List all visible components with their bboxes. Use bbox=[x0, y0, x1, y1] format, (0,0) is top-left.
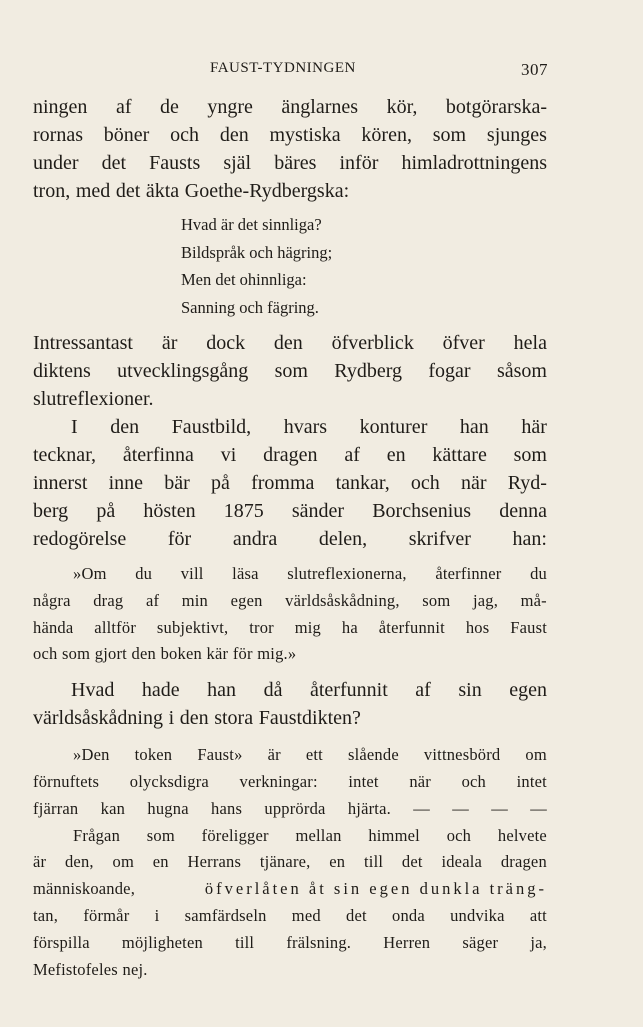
text-line bbox=[33, 641, 547, 668]
word: mig.» bbox=[257, 644, 297, 664]
running-title: FAUST-TYDNINGEN bbox=[210, 60, 356, 76]
text-line bbox=[33, 676, 547, 704]
word: — bbox=[452, 798, 469, 818]
paragraph-3 bbox=[33, 413, 547, 553]
word: för bbox=[167, 528, 192, 550]
word: Ryd- bbox=[507, 472, 547, 494]
word: drag bbox=[93, 590, 124, 610]
word: egen bbox=[509, 679, 547, 702]
word: Herren bbox=[383, 932, 431, 952]
word: när bbox=[461, 472, 487, 494]
text-line bbox=[33, 930, 547, 957]
word: ja, bbox=[530, 932, 547, 952]
text-line bbox=[33, 957, 547, 984]
word: då bbox=[263, 679, 283, 702]
word: yngre bbox=[207, 96, 253, 118]
word: hugna bbox=[147, 798, 189, 818]
word: om bbox=[525, 745, 547, 765]
word: några bbox=[33, 590, 71, 610]
text-line bbox=[33, 525, 547, 553]
word: tror bbox=[249, 617, 274, 637]
text-line bbox=[33, 588, 547, 615]
word: — bbox=[491, 798, 508, 818]
word: kören, bbox=[361, 124, 412, 146]
word: äkta bbox=[145, 180, 180, 202]
word: hos bbox=[465, 617, 490, 637]
word: mig bbox=[294, 617, 322, 637]
word: det bbox=[101, 152, 127, 174]
word: och bbox=[410, 472, 440, 494]
word: hända bbox=[33, 617, 74, 637]
word: om bbox=[112, 852, 134, 872]
word: andra bbox=[232, 528, 278, 550]
word: ha bbox=[341, 617, 358, 637]
paragraph-2 bbox=[33, 329, 547, 413]
word: möjligheten bbox=[121, 932, 203, 952]
text-line bbox=[33, 615, 547, 642]
word: tankar, bbox=[335, 472, 390, 494]
poem-line: Men det ohinnliga: bbox=[181, 270, 307, 289]
text-line bbox=[33, 796, 547, 823]
word: när bbox=[409, 771, 431, 791]
word: mellan bbox=[295, 825, 342, 845]
word: token bbox=[134, 745, 173, 765]
word: det bbox=[346, 905, 367, 925]
poem-line: Sanning och fägring. bbox=[181, 297, 319, 317]
word: hade bbox=[141, 679, 180, 702]
word: som bbox=[432, 124, 467, 146]
word: på bbox=[210, 472, 230, 494]
text-line bbox=[33, 742, 547, 769]
text-line bbox=[33, 385, 547, 413]
word: vi bbox=[220, 444, 237, 466]
text-line bbox=[33, 876, 547, 903]
page-body bbox=[33, 93, 547, 983]
word: änglarnes bbox=[281, 96, 359, 118]
word: är bbox=[33, 852, 47, 872]
word: Faust bbox=[510, 617, 547, 637]
word: hela bbox=[513, 332, 547, 354]
word: som bbox=[274, 360, 308, 382]
word: kör, bbox=[386, 96, 418, 118]
word: tecknar, bbox=[33, 444, 97, 466]
word: onda bbox=[392, 905, 425, 925]
text-line bbox=[33, 413, 547, 441]
word: inför bbox=[339, 152, 379, 174]
word: att bbox=[529, 905, 547, 925]
word: i bbox=[168, 707, 175, 730]
word: som bbox=[422, 590, 451, 610]
word: olycksdigra bbox=[129, 771, 209, 791]
quote-3 bbox=[33, 823, 547, 984]
word: är bbox=[267, 745, 281, 765]
word: inne bbox=[108, 472, 144, 494]
page-header bbox=[210, 60, 548, 82]
word: konturer bbox=[359, 416, 428, 438]
word: af bbox=[344, 444, 360, 466]
word: hjärta. bbox=[347, 798, 391, 818]
word: han bbox=[459, 416, 489, 438]
word: subjektivt, bbox=[156, 617, 229, 637]
text-line bbox=[33, 849, 547, 876]
word: öfver bbox=[442, 332, 485, 354]
word: verkningar: bbox=[239, 771, 318, 791]
word: med bbox=[75, 180, 111, 202]
text-line bbox=[33, 357, 547, 385]
word: slående bbox=[347, 745, 399, 765]
word: hans bbox=[211, 798, 243, 818]
word: återfinner bbox=[435, 564, 502, 583]
word: säger bbox=[462, 932, 499, 952]
word: Intressantast bbox=[33, 332, 133, 354]
text-line bbox=[33, 469, 547, 497]
word: är bbox=[161, 332, 178, 354]
text-segment: människoande, bbox=[33, 879, 136, 899]
word: alltför bbox=[94, 617, 137, 637]
word: de bbox=[159, 96, 179, 118]
word: dock bbox=[206, 332, 246, 354]
word: Borchsenius bbox=[372, 500, 472, 522]
word: Mefistofeles bbox=[33, 959, 118, 979]
word: fogar bbox=[428, 360, 471, 382]
text-line bbox=[33, 704, 547, 732]
word: föreligger bbox=[201, 825, 269, 845]
paragraph-1 bbox=[33, 93, 547, 205]
word: förspilla bbox=[33, 932, 90, 952]
word: sin bbox=[458, 679, 482, 702]
word: jag, bbox=[472, 590, 499, 610]
word: dragen bbox=[500, 852, 547, 872]
word: tjänare, bbox=[259, 852, 311, 872]
word: stora bbox=[214, 707, 254, 730]
word: och bbox=[170, 124, 200, 146]
word: en bbox=[329, 852, 346, 872]
page-number: 307 bbox=[521, 60, 548, 79]
word: skrifver bbox=[408, 528, 471, 550]
word: tron, bbox=[33, 180, 71, 202]
word: den, bbox=[64, 852, 94, 872]
word: himmel bbox=[368, 825, 420, 845]
word: återfunnit bbox=[310, 679, 388, 702]
quote-2 bbox=[33, 742, 547, 822]
word: samfärdseln bbox=[184, 905, 267, 925]
word: himladrottningens bbox=[401, 152, 547, 174]
word: han bbox=[207, 679, 237, 702]
word: — bbox=[530, 798, 547, 818]
text-line bbox=[33, 177, 547, 205]
word: fromma bbox=[251, 472, 315, 494]
word: du bbox=[530, 564, 547, 583]
word: tan, bbox=[33, 905, 59, 925]
word: må- bbox=[520, 590, 547, 610]
word: kan bbox=[100, 798, 126, 818]
paragraph-4 bbox=[33, 676, 547, 732]
word: slutreflexionerna, bbox=[287, 564, 407, 583]
emphasized-text: öfverlåten åt sin egen dunkla träng- bbox=[204, 879, 547, 899]
word: min bbox=[181, 590, 209, 610]
word: undvika bbox=[450, 905, 505, 925]
word: återfinna bbox=[122, 444, 194, 466]
word: en bbox=[152, 852, 169, 872]
word: helvete bbox=[497, 825, 547, 845]
word: den bbox=[219, 124, 249, 146]
text-line bbox=[33, 497, 547, 525]
word: utvecklingsgång bbox=[117, 360, 249, 382]
word: gjort bbox=[94, 644, 127, 664]
word: Fausts bbox=[149, 152, 201, 174]
word: den bbox=[110, 416, 140, 438]
word: till bbox=[235, 932, 255, 952]
word: Rydberg bbox=[334, 360, 403, 382]
word: under bbox=[33, 152, 79, 174]
word: upprörda bbox=[264, 798, 326, 818]
text-line bbox=[33, 903, 547, 930]
word: fjärran bbox=[33, 798, 79, 818]
word: ideala bbox=[441, 852, 483, 872]
word: intet bbox=[348, 771, 379, 791]
text-line bbox=[33, 823, 547, 850]
word: läsa bbox=[232, 564, 259, 583]
word: hösten bbox=[143, 500, 196, 522]
word: världsåskådning bbox=[33, 707, 163, 730]
word: af bbox=[145, 590, 160, 610]
word: denna bbox=[499, 500, 547, 522]
text-line bbox=[33, 149, 547, 177]
word: som bbox=[146, 825, 175, 845]
word: redogörelse bbox=[33, 528, 127, 550]
word: såsom bbox=[496, 360, 547, 382]
word: »Om bbox=[73, 564, 107, 583]
poem-stanza bbox=[181, 211, 547, 321]
word: böner bbox=[103, 124, 150, 146]
word: och bbox=[461, 771, 487, 791]
word: du bbox=[135, 564, 153, 583]
word: Goethe-Rydbergska: bbox=[184, 180, 350, 202]
word: med bbox=[291, 905, 321, 925]
word: och bbox=[446, 825, 472, 845]
word: Herrans bbox=[187, 852, 242, 872]
word: till bbox=[364, 852, 384, 872]
word: mystiska bbox=[269, 124, 341, 146]
text-line bbox=[33, 121, 547, 149]
word: nej. bbox=[122, 959, 148, 979]
word: Faust» bbox=[197, 745, 243, 765]
word: rornas bbox=[33, 124, 83, 146]
word: här bbox=[521, 416, 547, 438]
word: för bbox=[232, 644, 253, 664]
text-line bbox=[33, 93, 547, 121]
word: på bbox=[96, 500, 116, 522]
word: en bbox=[386, 444, 406, 466]
word: — bbox=[413, 798, 430, 818]
word: den bbox=[273, 332, 303, 354]
word: själ bbox=[223, 152, 252, 174]
word: I bbox=[71, 416, 78, 438]
word: ett bbox=[305, 745, 323, 765]
word: sjunges bbox=[486, 124, 547, 146]
word: Faustdikten? bbox=[258, 707, 361, 730]
word: öfverblick bbox=[331, 332, 414, 354]
word: frälsning. bbox=[286, 932, 352, 952]
word: i bbox=[154, 905, 160, 925]
word: sänder bbox=[291, 500, 345, 522]
word: som bbox=[513, 444, 547, 466]
word: och bbox=[33, 644, 58, 664]
word: dragen bbox=[263, 444, 318, 466]
word: af bbox=[415, 679, 431, 702]
word: hvars bbox=[283, 416, 328, 438]
word: förmår bbox=[83, 905, 130, 925]
word: Faustbild, bbox=[171, 416, 252, 438]
word: världsåskådning, bbox=[285, 590, 400, 610]
text-line bbox=[33, 329, 547, 357]
quote-1 bbox=[33, 561, 547, 668]
word: vill bbox=[180, 564, 204, 583]
text-line bbox=[33, 561, 547, 588]
word: botgörarska- bbox=[445, 96, 547, 118]
word: Frågan bbox=[73, 825, 121, 845]
word: ningen bbox=[33, 96, 88, 118]
word: det bbox=[401, 852, 423, 872]
word: af bbox=[115, 96, 132, 118]
word: egen bbox=[230, 590, 263, 610]
word: han: bbox=[512, 528, 547, 550]
word: bäres bbox=[274, 152, 317, 174]
text-line bbox=[33, 441, 547, 469]
word: återfunnit bbox=[378, 617, 445, 637]
text-line bbox=[33, 769, 547, 796]
word: innerst bbox=[33, 472, 88, 494]
word: intet bbox=[516, 771, 547, 791]
word: bär bbox=[164, 472, 190, 494]
word: som bbox=[62, 644, 91, 664]
word: »Den bbox=[73, 745, 110, 765]
poem-line: Hvad är det sinnliga? bbox=[181, 215, 322, 234]
word: diktens bbox=[33, 360, 91, 382]
word: slutreflexioner. bbox=[33, 388, 154, 410]
word: 1875 bbox=[223, 500, 264, 522]
word: vittnesbörd bbox=[423, 745, 501, 765]
word: boken bbox=[160, 644, 202, 664]
word: delen, bbox=[318, 528, 368, 550]
word: Hvad bbox=[71, 679, 115, 702]
word: den bbox=[131, 644, 156, 664]
word: berg bbox=[33, 500, 69, 522]
word: kättare bbox=[432, 444, 487, 466]
poem-line: Bildspråk och hägring; bbox=[181, 242, 333, 262]
word: det bbox=[115, 180, 141, 202]
word: den bbox=[179, 707, 209, 730]
word: förnuftets bbox=[33, 771, 100, 791]
word: kär bbox=[206, 644, 229, 664]
